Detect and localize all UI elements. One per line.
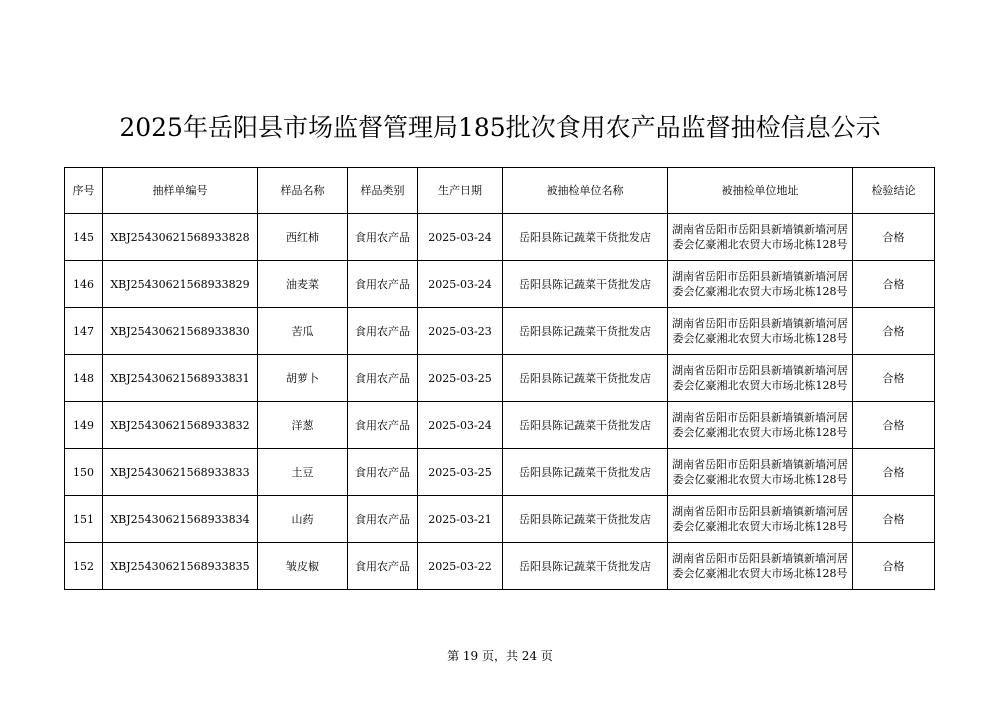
table-header-row (65, 168, 935, 214)
column-header-no: 序号 (65, 168, 103, 214)
cell-result: 合格 (853, 214, 935, 261)
cell-category: 食用农产品 (348, 308, 418, 355)
cell-code: XBJ25430621568933830 (103, 308, 258, 355)
cell-address: 湖南省岳阳市岳阳县新墙镇新墙河居委会亿豪湘北农贸大市场北栋128号 (668, 308, 853, 355)
cell-result: 合格 (853, 308, 935, 355)
cell-category: 食用农产品 (348, 355, 418, 402)
cell-unit: 岳阳县陈记蔬菜干货批发店 (503, 543, 668, 590)
cell-name: 洋葱 (258, 402, 348, 449)
cell-address: 湖南省岳阳市岳阳县新墙镇新墙河居委会亿豪湘北农贸大市场北栋128号 (668, 402, 853, 449)
column-header-date: 生产日期 (418, 168, 503, 214)
cell-name: 苦瓜 (258, 308, 348, 355)
cell-address: 湖南省岳阳市岳阳县新墙镇新墙河居委会亿豪湘北农贸大市场北栋128号 (668, 543, 853, 590)
cell-unit: 岳阳县陈记蔬菜干货批发店 (503, 308, 668, 355)
cell-name: 胡萝卜 (258, 355, 348, 402)
cell-code: XBJ25430621568933834 (103, 496, 258, 543)
cell-name: 油麦菜 (258, 261, 348, 308)
column-header-code: 抽样单编号 (103, 168, 258, 214)
cell-category: 食用农产品 (348, 543, 418, 590)
cell-result: 合格 (853, 261, 935, 308)
cell-code: XBJ25430621568933828 (103, 214, 258, 261)
cell-unit: 岳阳县陈记蔬菜干货批发店 (503, 496, 668, 543)
cell-date: 2025-03-25 (418, 355, 503, 402)
cell-date: 2025-03-24 (418, 214, 503, 261)
cell-no: 152 (65, 543, 103, 590)
cell-category: 食用农产品 (348, 261, 418, 308)
cell-no: 149 (65, 402, 103, 449)
cell-result: 合格 (853, 402, 935, 449)
cell-address: 湖南省岳阳市岳阳县新墙镇新墙河居委会亿豪湘北农贸大市场北栋128号 (668, 496, 853, 543)
cell-no: 151 (65, 496, 103, 543)
cell-code: XBJ25430621568933835 (103, 543, 258, 590)
cell-no: 145 (65, 214, 103, 261)
cell-result: 合格 (853, 449, 935, 496)
table-row (65, 496, 935, 543)
cell-name: 皱皮椒 (258, 543, 348, 590)
page-title: 2025年岳阳县市场监督管理局185批次食用农产品监督抽检信息公示 (119, 113, 881, 142)
cell-date: 2025-03-21 (418, 496, 503, 543)
cell-date: 2025-03-24 (418, 261, 503, 308)
cell-code: XBJ25430621568933832 (103, 402, 258, 449)
cell-code: XBJ25430621568933833 (103, 449, 258, 496)
cell-unit: 岳阳县陈记蔬菜干货批发店 (503, 261, 668, 308)
cell-category: 食用农产品 (348, 496, 418, 543)
table-row (65, 449, 935, 496)
table-row (65, 214, 935, 261)
cell-name: 山药 (258, 496, 348, 543)
cell-category: 食用农产品 (348, 402, 418, 449)
column-header-address: 被抽检单位地址 (668, 168, 853, 214)
cell-address: 湖南省岳阳市岳阳县新墙镇新墙河居委会亿豪湘北农贸大市场北栋128号 (668, 449, 853, 496)
column-header-name: 样品名称 (258, 168, 348, 214)
cell-address: 湖南省岳阳市岳阳县新墙镇新墙河居委会亿豪湘北农贸大市场北栋128号 (668, 261, 853, 308)
inspection-table (64, 167, 935, 590)
cell-no: 147 (65, 308, 103, 355)
cell-result: 合格 (853, 355, 935, 402)
column-header-result: 检验结论 (853, 168, 935, 214)
cell-date: 2025-03-25 (418, 449, 503, 496)
table-row (65, 402, 935, 449)
cell-code: XBJ25430621568933829 (103, 261, 258, 308)
column-header-unit: 被抽检单位名称 (503, 168, 668, 214)
column-header-category: 样品类别 (348, 168, 418, 214)
cell-result: 合格 (853, 543, 935, 590)
cell-category: 食用农产品 (348, 449, 418, 496)
cell-category: 食用农产品 (348, 214, 418, 261)
table-row (65, 543, 935, 590)
cell-no: 146 (65, 261, 103, 308)
cell-date: 2025-03-24 (418, 402, 503, 449)
cell-date: 2025-03-23 (418, 308, 503, 355)
cell-no: 148 (65, 355, 103, 402)
cell-date: 2025-03-22 (418, 543, 503, 590)
table-row (65, 355, 935, 402)
table-row (65, 308, 935, 355)
table-row (65, 261, 935, 308)
cell-address: 湖南省岳阳市岳阳县新墙镇新墙河居委会亿豪湘北农贸大市场北栋128号 (668, 355, 853, 402)
cell-unit: 岳阳县陈记蔬菜干货批发店 (503, 355, 668, 402)
cell-name: 西红柿 (258, 214, 348, 261)
cell-unit: 岳阳县陈记蔬菜干货批发店 (503, 402, 668, 449)
cell-unit: 岳阳县陈记蔬菜干货批发店 (503, 449, 668, 496)
cell-result: 合格 (853, 496, 935, 543)
page-number: 第 19 页，共 24 页 (447, 649, 553, 663)
cell-code: XBJ25430621568933831 (103, 355, 258, 402)
cell-no: 150 (65, 449, 103, 496)
cell-address: 湖南省岳阳市岳阳县新墙镇新墙河居委会亿豪湘北农贸大市场北栋128号 (668, 214, 853, 261)
cell-unit: 岳阳县陈记蔬菜干货批发店 (503, 214, 668, 261)
cell-name: 土豆 (258, 449, 348, 496)
